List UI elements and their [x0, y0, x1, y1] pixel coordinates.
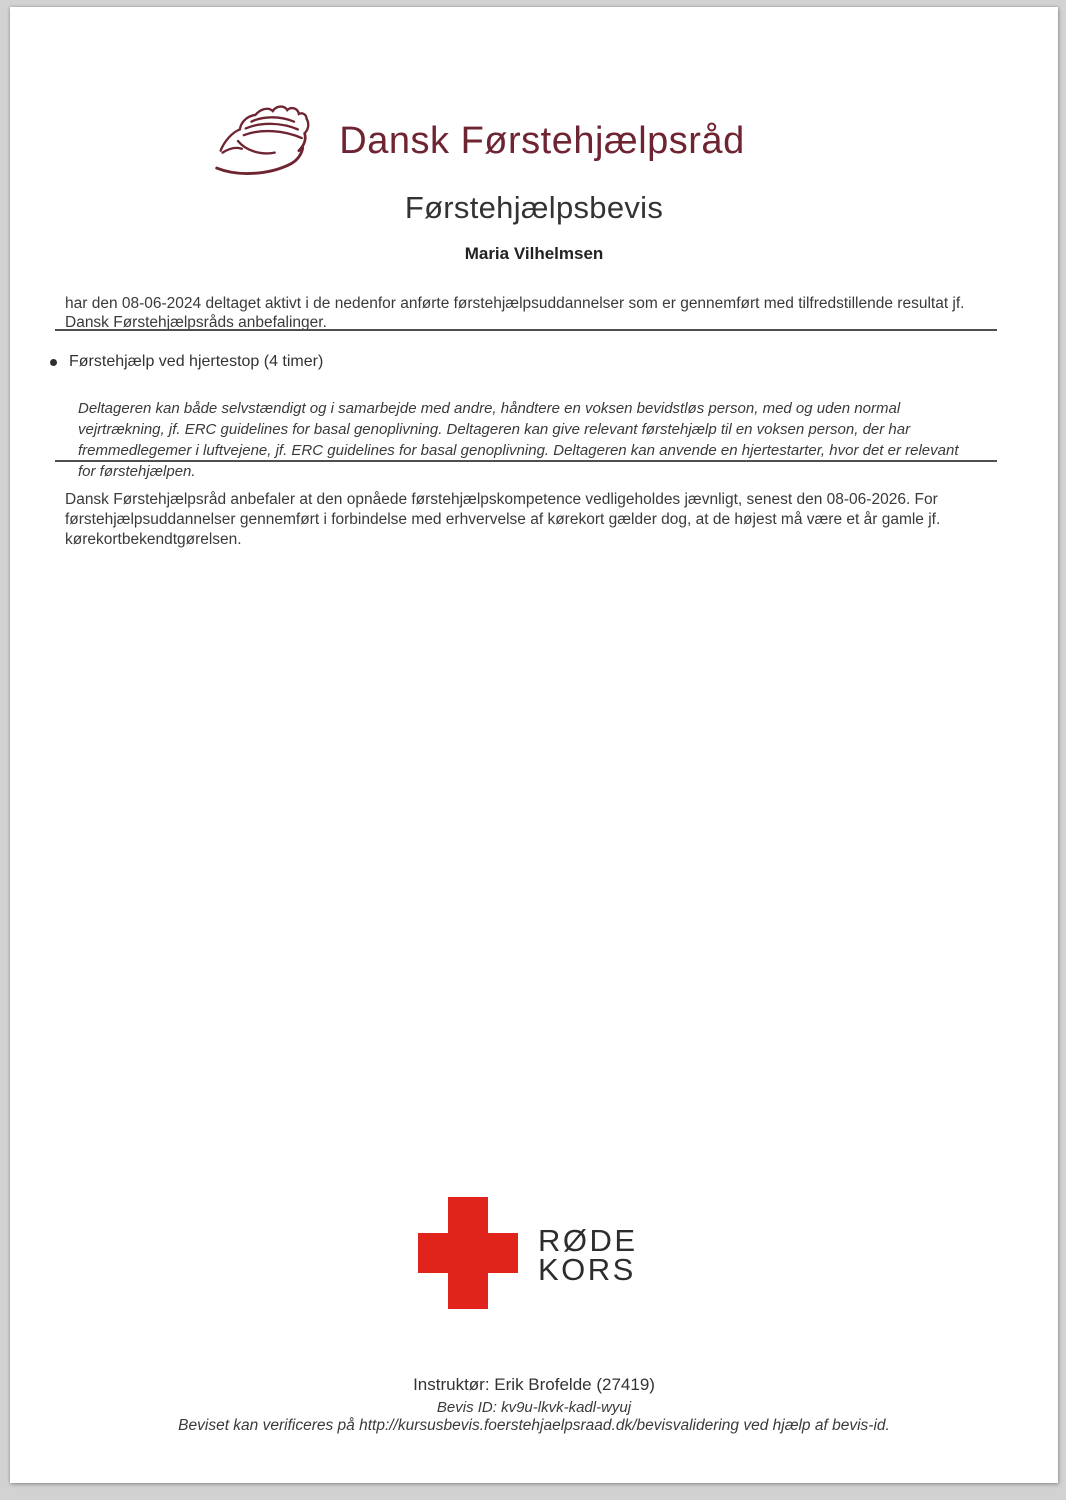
- recipient-name: Maria Vilhelmsen: [464, 244, 604, 263]
- course-description: Deltageren kan både selvstændigt og i samarbejde med andre, håndtere en voksen bevidstløs person, med og uden normal vejrtrækning, jf. ERC guidelines for basal genoplivning. Deltageren kan give relevant førstehjælp til en voksen person, der har fremmedlegemer i luftvejene, jf. ERC guidelines for basal genoplivning. Deltageren kan anvende en hjertestarter, hvor det er relevant for førstehjælpen.: [78, 400, 959, 480]
- red-cross-wordmark: [538, 1197, 638, 1287]
- footer: [10, 1375, 1058, 1435]
- page-title: Førstehjælpsbevis: [404, 190, 664, 225]
- course-title: Førstehjælp ved hjertestop (4 timer): [69, 353, 324, 370]
- recommendation-text: Dansk Førstehjælpsråd anbefaler at den opnåede førstehjælpskompetence vedligeholdes jævnligt, senest den 08-06-2026. For førstehjælpsuddannelser gennemført i forbindelse med erhvervelse af kørekort gælder dog, at de højest må være et år gamle jf. kørekortbekendtgørelsen.: [65, 490, 941, 548]
- divider-bottom: [55, 460, 997, 462]
- intro-text: har den 08-06-2024 deltaget aktivt i de nedenfor anførte førstehjælpsuddannelser som er gennemført med tilfredstillende resultat jf. Dansk Førstehjælpsråds anbefalinger.: [65, 294, 965, 331]
- red-cross-wordmark-line1: RØDE: [538, 1223, 638, 1258]
- partner-logo: [418, 1197, 638, 1309]
- bullet-icon: [50, 359, 57, 366]
- course-item: [50, 353, 1000, 482]
- divider-top: [55, 329, 997, 331]
- verification-line: Beviset kan verificeres på http://kursusbevis.foerstehjaelpsraad.dk/bevisvalidering ved hjælp af bevis-id.: [178, 1417, 890, 1434]
- org-name: Dansk Førstehjælpsråd: [339, 119, 745, 162]
- red-cross-icon: [418, 1197, 518, 1309]
- certificate-id-line: Bevis ID: kv9u-lkvk-kadl-wyuj: [436, 1399, 632, 1416]
- org-logo: [0, 102, 1001, 180]
- instructor-line: Instruktør: Erik Brofelde (27419): [413, 1375, 655, 1394]
- hands-icon: [209, 102, 323, 180]
- red-cross-wordmark-line2: KORS: [538, 1252, 636, 1287]
- certificate-page: [10, 7, 1058, 1483]
